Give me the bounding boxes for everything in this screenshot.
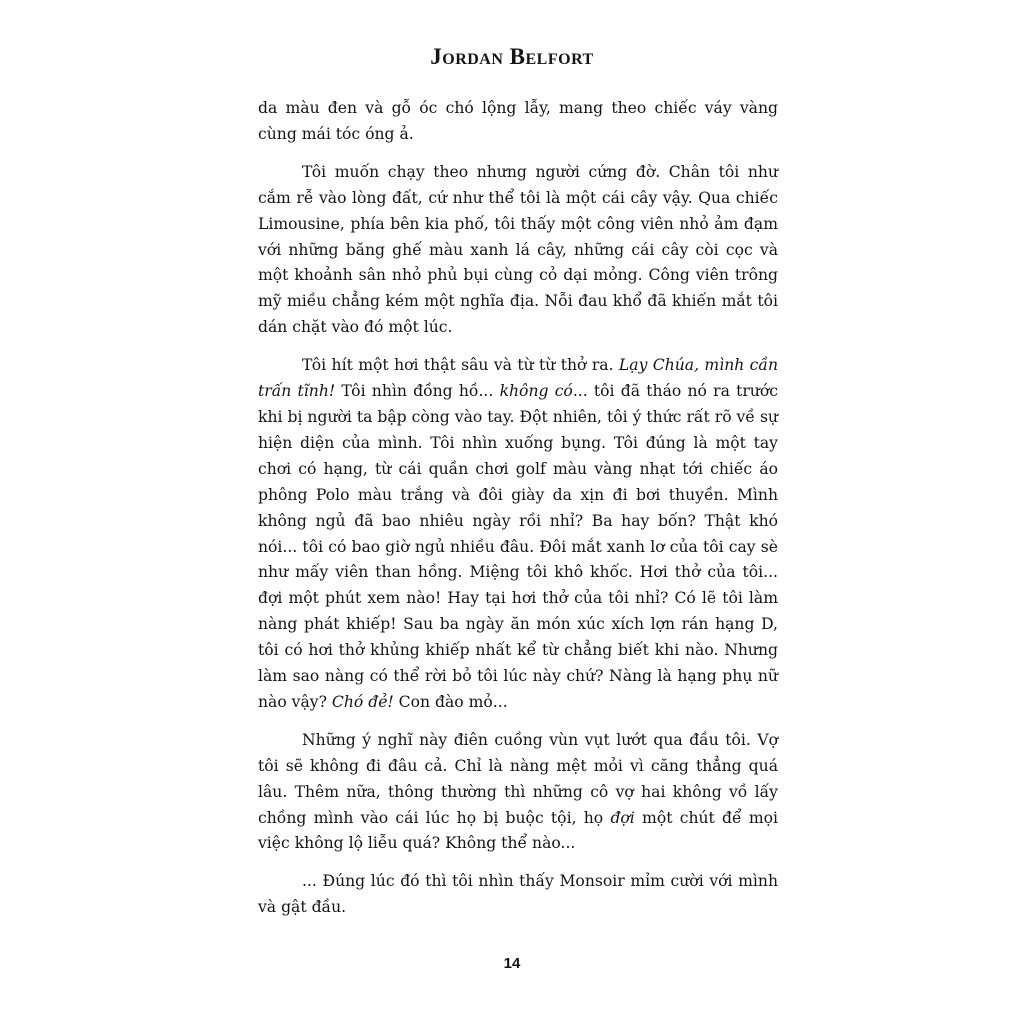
italic-text: Lạy Chúa, mình cần trấn tĩnh! (258, 356, 779, 401)
paragraph-3 (258, 353, 778, 716)
text-run: Tôi nhìn đồng hồ... (335, 382, 500, 401)
italic-text: đợi (610, 808, 635, 827)
text-run: da màu đen và gỗ óc chó lộng lẫy, mang theo chiếc váy vàng cùng mái tóc óng ả. (258, 99, 778, 143)
page-number: 14 (503, 955, 521, 972)
text-run: Tôi muốn chạy theo nhưng người cứng đờ. Chân tôi như cắm rễ vào lòng đất, cứ như thể tôi là một cái cây vậy. Qua chiếc Limousine, phía bên kia phố, tôi thấy một công viên nhỏ ảm đạm với những băng ghế màu xanh lá cây, những cái cây còi cọc và một khoảnh sân nhỏ phủ bụi cùng cỏ dại mỏng. Công viên trông mỹ miều chẳng kém một nghĩa địa. Nỗi đau khổ đã khiến mắt tôi dán chặt vào đó một lúc. (258, 162, 778, 337)
paragraph-1 (258, 96, 778, 148)
body-text (258, 96, 778, 933)
text-run: Tôi hít một hơi thật sâu và từ từ thở ra. (302, 356, 619, 375)
paragraph-2 (258, 160, 778, 341)
text-run: Những ý nghĩ này điên cuồng vùn vụt lướt qua đầu tôi. Vợ tôi sẽ không đi đâu cả. Chỉ là nàng mệt mỏi vì căng thẳng quá lâu. Thêm nữa, thông thường thì những cô vợ hai không vồ lấy chồng mình vào cái lúc họ bị buộc tội, họ (258, 730, 778, 827)
italic-text: Chó đẻ! (331, 692, 394, 711)
running-header: Jordan Belfort (430, 44, 594, 69)
text-run: ... tôi đã tháo nó ra trước khi bị người ta bập còng vào tay. Đột nhiên, tôi ý thức rất rõ về sự hiện diện của mình. Tôi nhìn xuống bụng. Tôi đúng là một tay chơi có hạng, từ cái quần chơi golf màu vàng nhạt tới chiếc áo phông Polo màu trắng và đôi giày da xịn đi bơi thuyền. Mình không ngủ đã bao nhiêu ngày rồi nhỉ? Ba hay bốn? Thật khó nói... tôi có bao giờ ngủ nhiều đâu. Đôi mắt xanh lơ của tôi cay sè như mấy viên than hồng. Miệng tôi khô khốc. Hơi thở của tôi... đợi một phút xem nào! Hay tại hơi thở của tôi nhỉ? Có lẽ tôi làm nàng phát khiếp! Sau ba ngày ăn món xúc xích lợn rán hạng D, tôi có hơi thở khủng khiếp nhất kể từ chẳng biết khi nào. Nhưng làm sao nàng có thể rời bỏ tôi lúc này chứ? Nàng là hạng phụ nữ nào vậy? (258, 382, 778, 711)
paragraph-4 (258, 728, 778, 858)
text-run: một chút để mọi việc không lộ liễu quá? Không thể nào... (258, 808, 779, 853)
paragraph-5 (258, 869, 778, 921)
italic-text: không có (499, 382, 573, 401)
text-run: Con đào mỏ... (393, 692, 508, 711)
text-run: ... Đúng lúc đó thì tôi nhìn thấy Monsoir mỉm cười với mình và gật đầu. (258, 872, 778, 917)
